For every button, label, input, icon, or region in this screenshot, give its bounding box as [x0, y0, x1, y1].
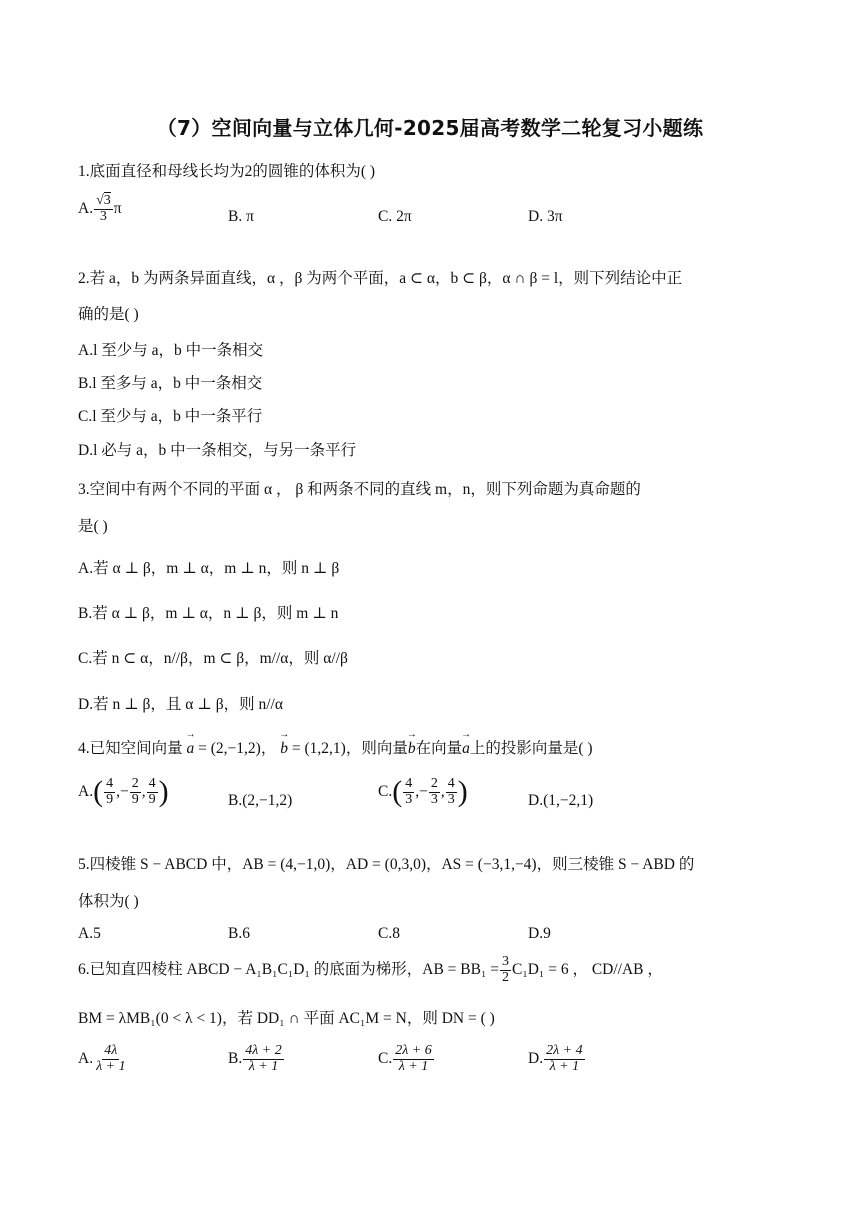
question-3-stem-line1: 3.空间中有两个不同的平面 α ， β 和两条不同的直线 m，n，则下列命题为真命题的: [78, 481, 641, 498]
question-5-option-d: D.9: [528, 925, 551, 942]
question-2-option-a: A.l 至少与 a，b 中一条相交: [78, 342, 264, 359]
question-5-option-b: B.6: [228, 925, 250, 942]
question-4-option-a: A.( $\frac{4}{9}$ ,− $\frac{2}{9}$ , $\frac{4}{9}$ ): [78, 775, 169, 809]
question-1-option-c: C. 2π: [378, 208, 412, 225]
question-5-stem-line1: 5.四棱锥 S − ABCD 中，AB = (4,−1,0)，AD = (0,3,0)，AS = (−3,1,−4)，则三棱锥 S − ABD 的: [78, 856, 695, 873]
question-3-stem-line2: 是( ): [78, 518, 108, 535]
question-6-stem-line2: BM = λMB₁(0 < λ < 1)，若 DD₁ ∩ 平面 AC₁M = N，则 DN = ( ): [78, 1010, 495, 1027]
question-5-option-a: A.5: [78, 925, 101, 942]
question-6-option-b: B. $\frac{4\lambda + 2}{\lambda + 1}$: [228, 1043, 282, 1074]
question-4-option-d: D.(1,−2,1): [528, 792, 594, 809]
question-2-stem-line2: 确的是( ): [78, 306, 139, 323]
question-1-option-d: D. 3π: [528, 208, 563, 225]
question-4-option-b: B.(2,−1,2): [228, 792, 293, 809]
question-2-option-c: C.l 至少与 a，b 中一条平行: [78, 408, 263, 425]
question-6-option-a: A. $\frac{4\lambda}{\lambda + 1}$: [78, 1043, 126, 1074]
question-4-stem: 4.已知空间向量 → a = (2,−1,2)， → b = (1,2,1)，则向量→ b在向量→ a上的投影向量是( ): [78, 736, 593, 758]
question-1-stem: 1.底面直径和母线长均为2的圆锥的体积为( ): [78, 163, 376, 180]
question-6-stem-line1: 6.已知直四棱柱 ABCD − A₁B₁C₁D₁ 的底面为梯形，AB = BB₁ = $\frac{3}{2}$ C₁D₁ = 6 ， CD//AB ，: [78, 954, 663, 985]
question-3-option-b: B.若 α ⊥ β，m ⊥ α，n ⊥ β，则 m ⊥ n: [78, 605, 339, 622]
question-4-option-c: C.( $\frac{4}{3}$ ,− $\frac{2}{3}$ , $\frac{4}{3}$ ): [378, 775, 468, 809]
question-2-stem-line1: 2.若 a，b 为两条异面直线，α ，β 为两个平面，a ⊂ α，b ⊂ β，α ∩ β = l，则下列结论中正: [78, 270, 683, 287]
question-1-option-a: A. $\frac{√3}{3}$ π: [78, 193, 122, 224]
question-5-option-c: C.8: [378, 925, 400, 942]
question-1-option-b: B. π: [228, 208, 254, 225]
question-3-option-a: A.若 α ⊥ β，m ⊥ α，m ⊥ n，则 n ⊥ β: [78, 560, 340, 577]
question-3-option-c: C.若 n ⊂ α，n//β，m ⊂ β，m//α，则 α//β: [78, 650, 348, 667]
question-6-option-d: D. $\frac{2\lambda + 4}{\lambda + 1}$: [528, 1043, 583, 1074]
question-6-option-c: C. $\frac{2\lambda + 6}{\lambda + 1}$: [378, 1043, 432, 1074]
question-3-option-d: D.若 n ⊥ β，且 α ⊥ β，则 n//α: [78, 696, 283, 713]
question-2-option-d: D.l 必与 a，b 中一条相交，与另一条平行: [78, 442, 357, 459]
question-2-option-b: B.l 至多与 a，b 中一条相交: [78, 375, 263, 392]
question-5-stem-line2: 体积为( ): [78, 893, 139, 910]
page-title: （7）空间向量与立体几何-2025届高考数学二轮复习小题练: [156, 116, 704, 140]
